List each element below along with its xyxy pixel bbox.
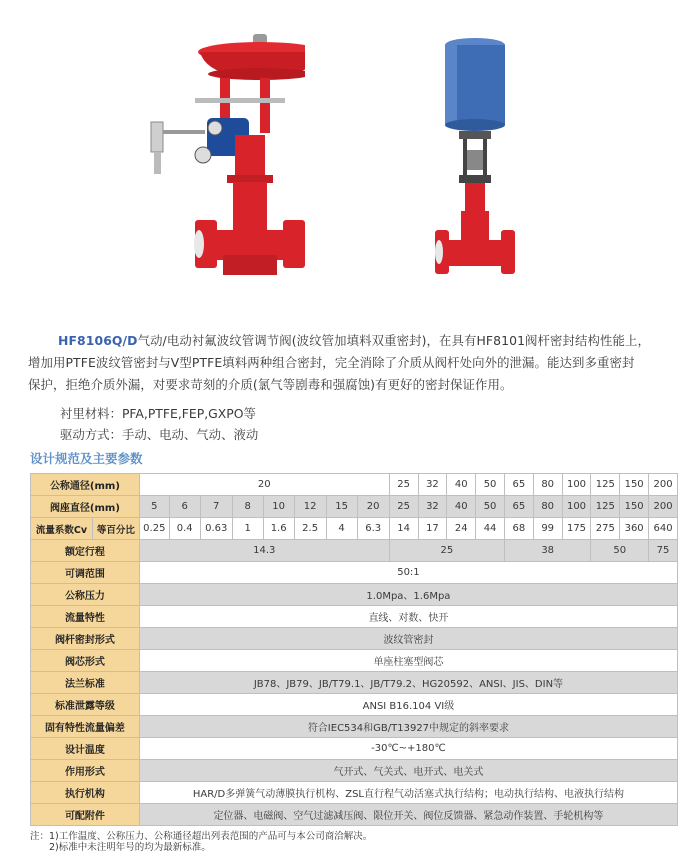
- table-cell: 175: [562, 518, 591, 540]
- row-label: 流量系数Cv: [31, 518, 93, 540]
- table-cell: 5: [139, 496, 169, 518]
- material-specs: [60, 403, 258, 445]
- intro-line-2: 增加用PTFE波纹管密封与V型PTFE填料两种组合密封，完全消除了介质从阀杆处向外的泄漏。能达到多重密封: [28, 355, 635, 370]
- table-cell: 25: [389, 474, 418, 496]
- table-cell: 6.3: [357, 518, 389, 540]
- table-cell: 44: [476, 518, 505, 540]
- table-cell: 6: [169, 496, 200, 518]
- table-row: [31, 628, 678, 650]
- row-label: 额定行程: [31, 540, 140, 562]
- table-cell: 50: [591, 540, 649, 562]
- section-title: 设计规范及主要参数: [30, 451, 143, 466]
- table-cell: 40: [447, 474, 476, 496]
- row-label: 可调范围: [31, 562, 140, 584]
- table-cell: 100: [562, 496, 591, 518]
- row-label: 设计温度: [31, 738, 140, 760]
- table-row: [31, 782, 678, 804]
- lining-material: 衬里材料：PFA,PTFE,FEP,GXPO等: [60, 406, 256, 421]
- row-label: 公称通径(mm): [31, 474, 140, 496]
- table-cell: 65: [504, 474, 533, 496]
- row-label: 阀座直径(mm): [31, 496, 140, 518]
- intro-line-1: HF8106Q/D气动/电动衬氟波纹管调节阀(波纹管加填料双重密封)，在具有HF8101阀杆密封结构性能上，: [58, 333, 650, 348]
- footnote-1: 注：1)工作温度、公称压力、公称通径超出列表范围的产品可与本公司商洽解决。: [30, 831, 373, 842]
- table-cell: HAR/D多弹簧气动薄膜执行机构、ZSL直行程气动活塞式执行结构；电动执行结构、电液执行结构: [139, 782, 677, 804]
- table-cell: 125: [591, 474, 620, 496]
- table-row: [31, 496, 678, 518]
- table-cell: 17: [418, 518, 447, 540]
- row-label: 执行机构: [31, 782, 140, 804]
- table-cell: 1.0Mpa、1.6Mpa: [139, 584, 677, 606]
- table-row: [31, 562, 678, 584]
- row-label: 标准泄露等级: [31, 694, 140, 716]
- table-row: [31, 650, 678, 672]
- table-cell: 40: [447, 496, 476, 518]
- table-cell: 50: [476, 474, 505, 496]
- row-label: 流量特性: [31, 606, 140, 628]
- table-cell: 65: [504, 496, 533, 518]
- row-label: 阀杆密封形式: [31, 628, 140, 650]
- table-cell: 360: [620, 518, 649, 540]
- table-cell: 20: [357, 496, 389, 518]
- table-cell: 80: [533, 496, 562, 518]
- table-cell: 直线、对数、快开: [139, 606, 677, 628]
- table-row: [31, 584, 678, 606]
- table-cell: 100: [562, 474, 591, 496]
- table-row: [31, 760, 678, 782]
- table-cell: 38: [504, 540, 590, 562]
- intro-line-3: 保护，拒绝介质外漏，对要求苛刻的介质(氯气等剧毒和强腐蚀)有更好的密封保证作用。: [28, 377, 513, 392]
- table-cell: 4: [326, 518, 357, 540]
- table-cell: 1: [232, 518, 263, 540]
- intro-paragraph: [28, 330, 668, 396]
- table-cell: 12: [294, 496, 326, 518]
- table-cell: 200: [649, 496, 678, 518]
- table-row: [31, 738, 678, 760]
- footnotes: [30, 831, 372, 853]
- table-cell: 32: [418, 474, 447, 496]
- table-cell: 75: [649, 540, 678, 562]
- table-cell: 200: [649, 474, 678, 496]
- table-cell: 24: [447, 518, 476, 540]
- table-cell: 80: [533, 474, 562, 496]
- row-label: 固有特性流量偏差: [31, 716, 140, 738]
- footnote-2: 2)标准中未注明年号的均为最新标准。: [49, 842, 211, 853]
- table-cell: 640: [649, 518, 678, 540]
- table-cell: 99: [533, 518, 562, 540]
- table-row: [31, 606, 678, 628]
- table-cell: 0.4: [169, 518, 200, 540]
- table-cell: 2.5: [294, 518, 326, 540]
- table-cell: 275: [591, 518, 620, 540]
- table-row: [31, 804, 678, 826]
- table-cell: 1.6: [263, 518, 294, 540]
- table-cell: JB78、JB79、JB/T79.1、JB/T79.2、HG20592、ANSI、JIS、DIN等: [139, 672, 677, 694]
- table-cell: ANSI B16.104 VI级: [139, 694, 677, 716]
- table-cell: 150: [620, 496, 649, 518]
- table-cell: 14.3: [139, 540, 389, 562]
- table-cell: 50:1: [139, 562, 677, 584]
- row-label: 作用形式: [31, 760, 140, 782]
- drive-mode: 驱动方式：手动、电动、气动、液动: [60, 427, 259, 442]
- table-cell: 0.63: [200, 518, 232, 540]
- table-cell: 7: [200, 496, 232, 518]
- table-row: [31, 672, 678, 694]
- table-cell: 14: [389, 518, 418, 540]
- table-cell: 0.25: [139, 518, 169, 540]
- table-row: [31, 694, 678, 716]
- table-cell: 25: [389, 540, 504, 562]
- row-label: 阀芯形式: [31, 650, 140, 672]
- table-cell: 32: [418, 496, 447, 518]
- pneumatic-valve-image: [135, 30, 305, 285]
- table-cell: 定位器、电磁阀、空气过滤减压阀、限位开关、阀位反馈器、紧急动作装置、手轮机构等: [139, 804, 677, 826]
- table-cell: 符合IEC534和GB/T13927中规定的斜率要求: [139, 716, 677, 738]
- table-row: [31, 540, 678, 562]
- table-cell: -30℃~+180℃: [139, 738, 677, 760]
- table-cell: 8: [232, 496, 263, 518]
- table-cell: 125: [591, 496, 620, 518]
- table-cell: 20: [139, 474, 389, 496]
- model-number: HF8106Q/D: [58, 333, 138, 348]
- table-cell: 10: [263, 496, 294, 518]
- table-cell: 15: [326, 496, 357, 518]
- table-row: [31, 474, 678, 496]
- table-cell: 68: [504, 518, 533, 540]
- table-cell: 50: [476, 496, 505, 518]
- row-sublabel: 等百分比: [92, 518, 139, 540]
- electric-valve-image: [425, 35, 525, 285]
- row-label: 公称压力: [31, 584, 140, 606]
- row-label: 可配附件: [31, 804, 140, 826]
- table-cell: 150: [620, 474, 649, 496]
- table-row: [31, 518, 678, 540]
- product-photos: [0, 0, 691, 320]
- table-row: [31, 716, 678, 738]
- table-cell: 25: [389, 496, 418, 518]
- parameter-table: [30, 473, 678, 826]
- table-cell: 单座柱塞型阀芯: [139, 650, 677, 672]
- table-cell: 气开式、气关式、电开式、电关式: [139, 760, 677, 782]
- table-cell: 波纹管密封: [139, 628, 677, 650]
- row-label: 法兰标准: [31, 672, 140, 694]
